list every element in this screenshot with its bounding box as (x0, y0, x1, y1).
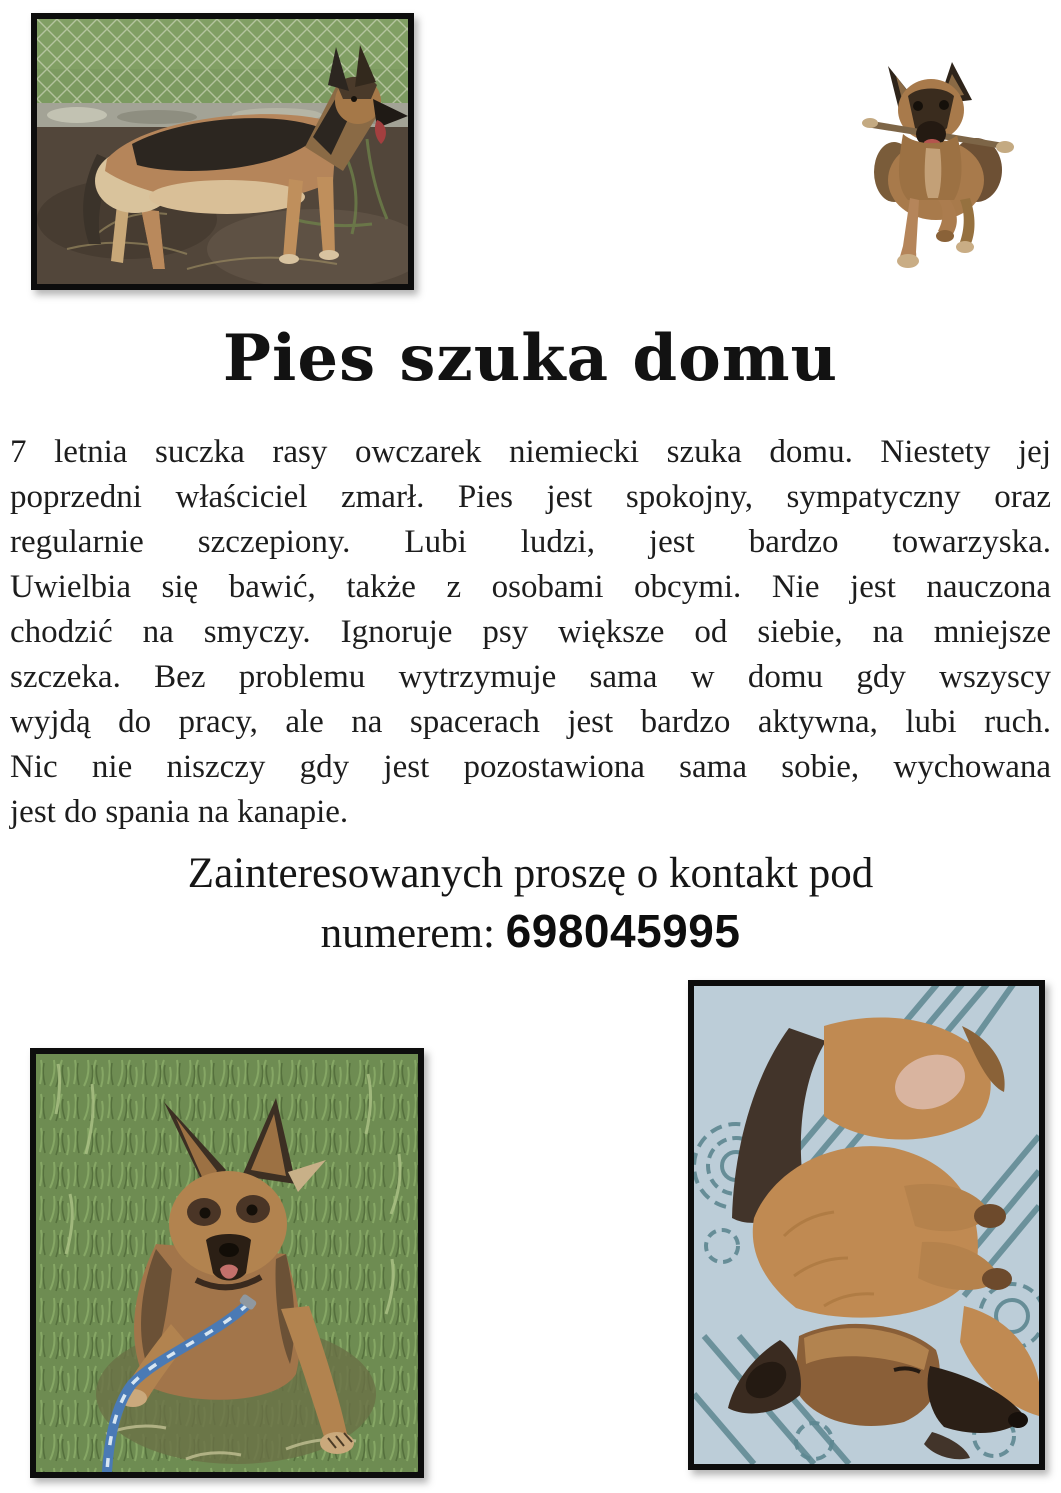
description-line: regularnie szczepiony. Lubi ludzi, jest bardzo towarzyska. (10, 524, 1051, 560)
photo-dog-sleeping (688, 980, 1045, 1470)
dog-sleeping-illustration (694, 986, 1039, 1464)
contact-number-line (0, 902, 1061, 963)
contact-text: Zainteresowanych proszę o kontakt pod (187, 850, 874, 897)
dog-leash-illustration (36, 1054, 418, 1472)
description-line: Nic nie niszczy gdy jest pozostawiona sama sobie, wychowana (10, 749, 1051, 785)
description-line: 7 letnia suczka rasy owczarek niemiecki szuka domu. Niestety jej (10, 434, 1051, 470)
description-line: Uwielbia się bawić, także z osobami obcymi. Nie jest nauczona (10, 569, 1051, 605)
description-line: wyjdą do pracy, ale na spacerach jest bardzo aktywna, lubi ruch. (10, 704, 1051, 740)
photo-dog-leash (30, 1048, 424, 1478)
dog-standing-illustration (37, 19, 408, 284)
dog-running-illustration (858, 48, 1020, 276)
description-line: poprzedni właściciel zmarł. Pies jest spokojny, sympatyczny oraz (10, 479, 1051, 515)
description-line: szczeka. Bez problemu wytrzymuje sama w domu gdy wszyscy (10, 659, 1051, 695)
contact-block (0, 846, 1061, 963)
phone-number: 698045995 (505, 905, 741, 957)
page-title: Pies szuka domu (222, 321, 839, 396)
description-line: jest do spania na kanapie. (10, 794, 349, 830)
photo-dog-standing (31, 13, 414, 290)
description-line: chodzić na smyczy. Ignoruje psy większe od siebie, na mniejsze (10, 614, 1051, 650)
description-paragraph (10, 430, 1051, 835)
photo-dog-running-cutout (858, 48, 1020, 276)
contact-number-label: numerem: (320, 910, 495, 957)
